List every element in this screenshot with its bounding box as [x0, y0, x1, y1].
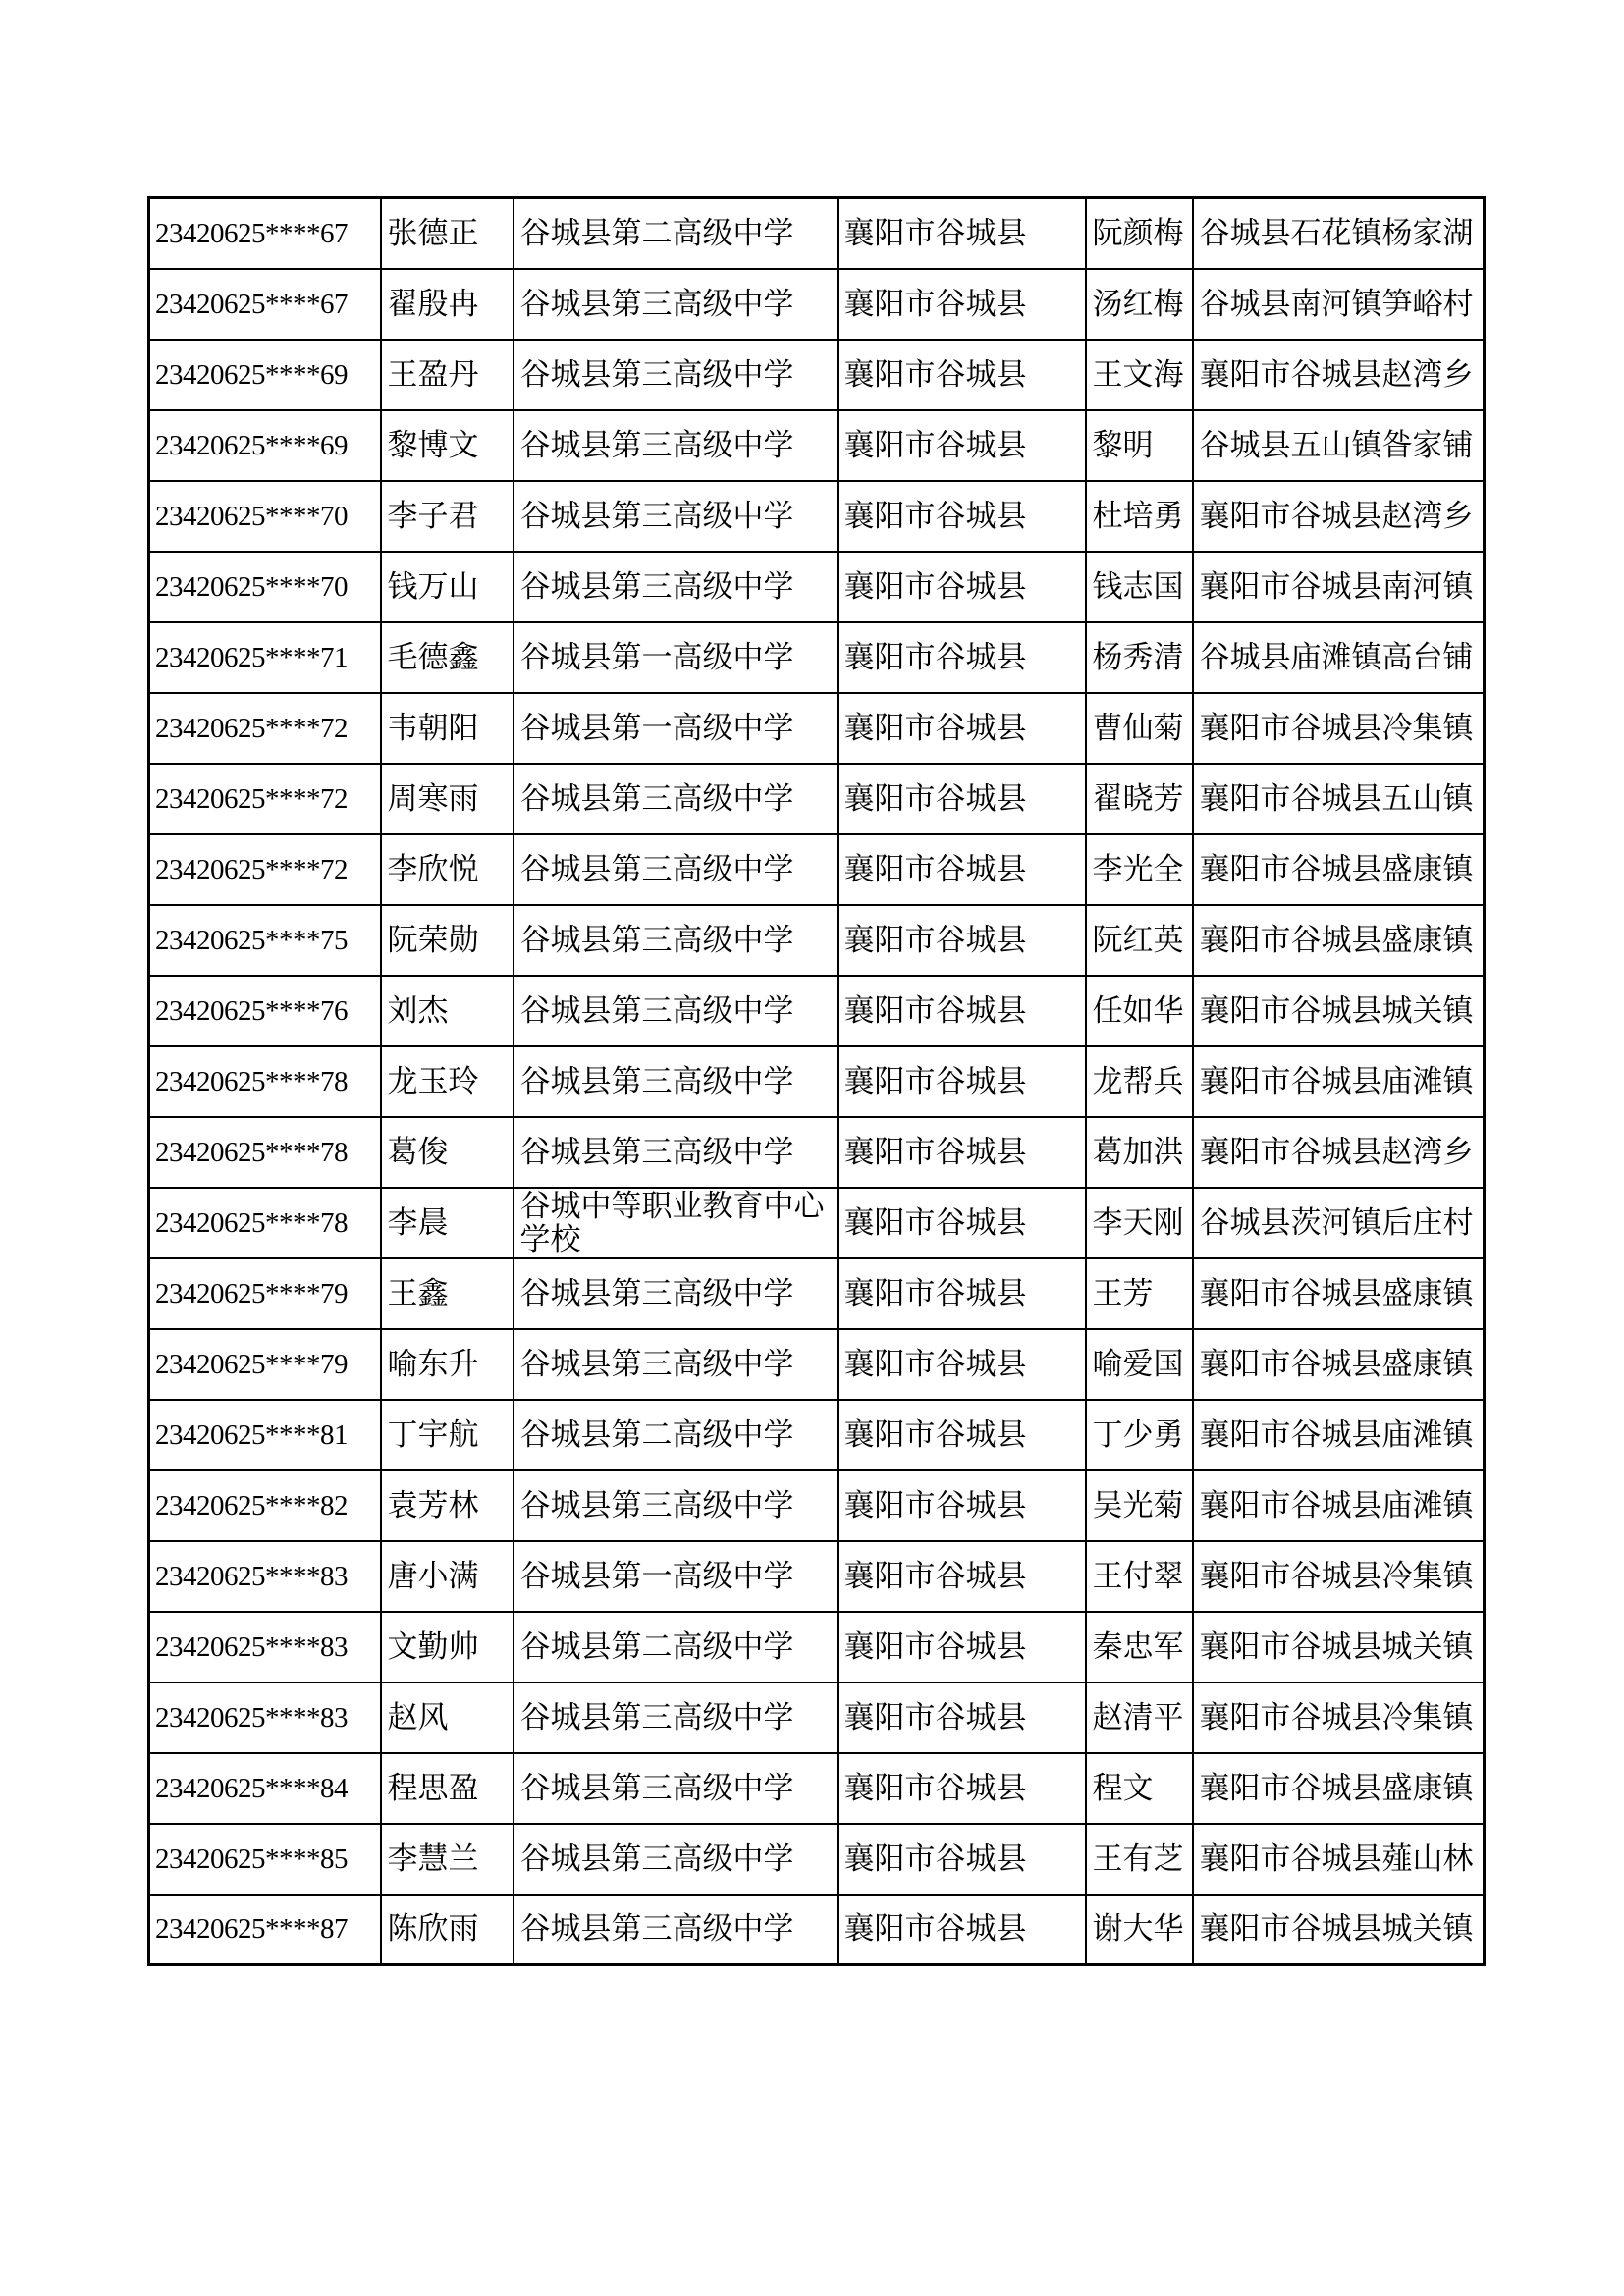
student-name-cell: 翟殷冉 [381, 269, 514, 340]
table-row [149, 764, 1485, 834]
guardian-name-cell: 赵清平 [1086, 1682, 1193, 1753]
table-row [149, 198, 1485, 269]
school-cell: 谷城县第三高级中学 [514, 1258, 838, 1329]
table-row [149, 1612, 1485, 1682]
school-cell: 谷城县第三高级中学 [514, 1470, 838, 1541]
city-cell: 襄阳市谷城县 [838, 1753, 1086, 1824]
student-name-cell: 张德正 [381, 198, 514, 269]
guardian-name-cell: 丁少勇 [1086, 1400, 1193, 1470]
address-cell: 谷城县五山镇昝家铺 [1193, 410, 1485, 481]
school-cell: 谷城县第三高级中学 [514, 905, 838, 976]
address-cell: 襄阳市谷城县盛康镇 [1193, 905, 1485, 976]
school-cell: 谷城县第三高级中学 [514, 1117, 838, 1188]
student-id-cell: 23420625****83 [149, 1541, 381, 1612]
student-name-cell: 袁芳林 [381, 1470, 514, 1541]
student-name-cell: 李欣悦 [381, 834, 514, 905]
guardian-name-cell: 阮红英 [1086, 905, 1193, 976]
city-cell: 襄阳市谷城县 [838, 410, 1086, 481]
school-cell: 谷城县第三高级中学 [514, 1753, 838, 1824]
table-row [149, 1258, 1485, 1329]
city-cell: 襄阳市谷城县 [838, 976, 1086, 1046]
student-id-cell: 23420625****72 [149, 764, 381, 834]
student-id-cell: 23420625****70 [149, 481, 381, 552]
address-cell: 襄阳市谷城县五山镇 [1193, 764, 1485, 834]
guardian-name-cell: 阮颜梅 [1086, 198, 1193, 269]
table-row [149, 1682, 1485, 1753]
table-row [149, 1541, 1485, 1612]
address-cell: 襄阳市谷城县冷集镇 [1193, 1682, 1485, 1753]
student-name-cell: 黎博文 [381, 410, 514, 481]
student-id-cell: 23420625****67 [149, 269, 381, 340]
student-id-cell: 23420625****81 [149, 1400, 381, 1470]
school-cell: 谷城县第一高级中学 [514, 693, 838, 764]
school-cell: 谷城县第三高级中学 [514, 1682, 838, 1753]
student-id-cell: 23420625****84 [149, 1753, 381, 1824]
school-cell: 谷城县第三高级中学 [514, 1046, 838, 1117]
student-name-cell: 钱万山 [381, 552, 514, 622]
guardian-name-cell: 任如华 [1086, 976, 1193, 1046]
address-cell: 襄阳市谷城县盛康镇 [1193, 1753, 1485, 1824]
guardian-name-cell: 杜培勇 [1086, 481, 1193, 552]
address-cell: 襄阳市谷城县城关镇 [1193, 976, 1485, 1046]
table-row [149, 905, 1485, 976]
address-cell: 襄阳市谷城县冷集镇 [1193, 1541, 1485, 1612]
student-id-cell: 23420625****78 [149, 1046, 381, 1117]
city-cell: 襄阳市谷城县 [838, 481, 1086, 552]
guardian-name-cell: 翟晓芳 [1086, 764, 1193, 834]
student-name-cell: 文勤帅 [381, 1612, 514, 1682]
city-cell: 襄阳市谷城县 [838, 834, 1086, 905]
guardian-name-cell: 钱志国 [1086, 552, 1193, 622]
school-cell: 谷城县第三高级中学 [514, 1895, 838, 1965]
table-row [149, 1117, 1485, 1188]
student-name-cell: 赵风 [381, 1682, 514, 1753]
city-cell: 襄阳市谷城县 [838, 693, 1086, 764]
address-cell: 襄阳市谷城县城关镇 [1193, 1612, 1485, 1682]
city-cell: 襄阳市谷城县 [838, 1682, 1086, 1753]
guardian-name-cell: 秦忠军 [1086, 1612, 1193, 1682]
city-cell: 襄阳市谷城县 [838, 1612, 1086, 1682]
student-id-cell: 23420625****85 [149, 1824, 381, 1895]
school-cell: 谷城中等职业教育中心学校 [514, 1188, 838, 1258]
student-id-cell: 23420625****75 [149, 905, 381, 976]
school-cell: 谷城县第三高级中学 [514, 410, 838, 481]
city-cell: 襄阳市谷城县 [838, 1046, 1086, 1117]
student-name-cell: 程思盈 [381, 1753, 514, 1824]
guardian-name-cell: 程文 [1086, 1753, 1193, 1824]
city-cell: 襄阳市谷城县 [838, 269, 1086, 340]
address-cell: 谷城县茨河镇后庄村 [1193, 1188, 1485, 1258]
student-id-cell: 23420625****87 [149, 1895, 381, 1965]
address-cell: 谷城县南河镇笋峪村 [1193, 269, 1485, 340]
student-id-cell: 23420625****70 [149, 552, 381, 622]
student-id-cell: 23420625****67 [149, 198, 381, 269]
school-cell: 谷城县第三高级中学 [514, 764, 838, 834]
table-row [149, 1470, 1485, 1541]
address-cell: 襄阳市谷城县赵湾乡 [1193, 481, 1485, 552]
student-id-cell: 23420625****76 [149, 976, 381, 1046]
school-cell: 谷城县第三高级中学 [514, 976, 838, 1046]
table-row [149, 1400, 1485, 1470]
address-cell: 襄阳市谷城县南河镇 [1193, 552, 1485, 622]
student-name-cell: 丁宇航 [381, 1400, 514, 1470]
school-cell: 谷城县第三高级中学 [514, 552, 838, 622]
table-row [149, 622, 1485, 693]
student-id-cell: 23420625****78 [149, 1117, 381, 1188]
address-cell: 襄阳市谷城县庙滩镇 [1193, 1400, 1485, 1470]
student-id-cell: 23420625****72 [149, 834, 381, 905]
table-row [149, 1824, 1485, 1895]
guardian-name-cell: 喻爱国 [1086, 1329, 1193, 1400]
guardian-name-cell: 汤红梅 [1086, 269, 1193, 340]
table-row [149, 340, 1485, 410]
school-cell: 谷城县第二高级中学 [514, 1612, 838, 1682]
student-id-cell: 23420625****69 [149, 410, 381, 481]
guardian-name-cell: 王有芝 [1086, 1824, 1193, 1895]
student-name-cell: 王盈丹 [381, 340, 514, 410]
table-row [149, 552, 1485, 622]
student-name-cell: 阮荣勋 [381, 905, 514, 976]
address-cell: 襄阳市谷城县赵湾乡 [1193, 1117, 1485, 1188]
address-cell: 襄阳市谷城县赵湾乡 [1193, 340, 1485, 410]
guardian-name-cell: 谢大华 [1086, 1895, 1193, 1965]
table-row [149, 269, 1485, 340]
city-cell: 襄阳市谷城县 [838, 1470, 1086, 1541]
address-cell: 襄阳市谷城县盛康镇 [1193, 834, 1485, 905]
city-cell: 襄阳市谷城县 [838, 1541, 1086, 1612]
guardian-name-cell: 杨秀清 [1086, 622, 1193, 693]
student-name-cell: 葛俊 [381, 1117, 514, 1188]
table-row [149, 481, 1485, 552]
address-cell: 谷城县石花镇杨家湖 [1193, 198, 1485, 269]
address-cell: 襄阳市谷城县庙滩镇 [1193, 1046, 1485, 1117]
address-cell: 谷城县庙滩镇高台铺 [1193, 622, 1485, 693]
school-cell: 谷城县第三高级中学 [514, 1329, 838, 1400]
table-row [149, 410, 1485, 481]
city-cell: 襄阳市谷城县 [838, 1824, 1086, 1895]
guardian-name-cell: 吴光菊 [1086, 1470, 1193, 1541]
student-id-cell: 23420625****83 [149, 1612, 381, 1682]
table-row [149, 1046, 1485, 1117]
school-cell: 谷城县第二高级中学 [514, 1400, 838, 1470]
guardian-name-cell: 黎明 [1086, 410, 1193, 481]
student-name-cell: 陈欣雨 [381, 1895, 514, 1965]
student-roster-table [147, 196, 1486, 1966]
student-name-cell: 李子君 [381, 481, 514, 552]
school-cell: 谷城县第二高级中学 [514, 198, 838, 269]
address-cell: 襄阳市谷城县盛康镇 [1193, 1258, 1485, 1329]
student-id-cell: 23420625****79 [149, 1258, 381, 1329]
student-name-cell: 李慧兰 [381, 1824, 514, 1895]
city-cell: 襄阳市谷城县 [838, 340, 1086, 410]
roster-table-body [149, 198, 1485, 1965]
guardian-name-cell: 王文海 [1086, 340, 1193, 410]
school-cell: 谷城县第一高级中学 [514, 622, 838, 693]
student-name-cell: 龙玉玲 [381, 1046, 514, 1117]
student-name-cell: 喻东升 [381, 1329, 514, 1400]
city-cell: 襄阳市谷城县 [838, 1400, 1086, 1470]
city-cell: 襄阳市谷城县 [838, 1258, 1086, 1329]
school-cell: 谷城县第三高级中学 [514, 834, 838, 905]
guardian-name-cell: 王芳 [1086, 1258, 1193, 1329]
student-name-cell: 李晨 [381, 1188, 514, 1258]
student-name-cell: 韦朝阳 [381, 693, 514, 764]
student-id-cell: 23420625****78 [149, 1188, 381, 1258]
student-id-cell: 23420625****82 [149, 1470, 381, 1541]
school-cell: 谷城县第三高级中学 [514, 340, 838, 410]
student-id-cell: 23420625****71 [149, 622, 381, 693]
student-name-cell: 毛德鑫 [381, 622, 514, 693]
student-name-cell: 周寒雨 [381, 764, 514, 834]
city-cell: 襄阳市谷城县 [838, 1188, 1086, 1258]
table-row [149, 1329, 1485, 1400]
city-cell: 襄阳市谷城县 [838, 552, 1086, 622]
table-row [149, 1895, 1485, 1965]
city-cell: 襄阳市谷城县 [838, 198, 1086, 269]
student-name-cell: 唐小满 [381, 1541, 514, 1612]
city-cell: 襄阳市谷城县 [838, 1329, 1086, 1400]
student-name-cell: 王鑫 [381, 1258, 514, 1329]
address-cell: 襄阳市谷城县盛康镇 [1193, 1329, 1485, 1400]
student-name-cell: 刘杰 [381, 976, 514, 1046]
guardian-name-cell: 李天刚 [1086, 1188, 1193, 1258]
address-cell: 襄阳市谷城县庙滩镇 [1193, 1470, 1485, 1541]
city-cell: 襄阳市谷城县 [838, 905, 1086, 976]
student-id-cell: 23420625****83 [149, 1682, 381, 1753]
table-row [149, 693, 1485, 764]
address-cell: 襄阳市谷城县城关镇 [1193, 1895, 1485, 1965]
address-cell: 襄阳市谷城县冷集镇 [1193, 693, 1485, 764]
address-cell: 襄阳市谷城县薤山林 [1193, 1824, 1485, 1895]
table-row [149, 834, 1485, 905]
student-id-cell: 23420625****69 [149, 340, 381, 410]
guardian-name-cell: 葛加洪 [1086, 1117, 1193, 1188]
guardian-name-cell: 龙帮兵 [1086, 1046, 1193, 1117]
student-id-cell: 23420625****72 [149, 693, 381, 764]
table-row [149, 1753, 1485, 1824]
city-cell: 襄阳市谷城县 [838, 622, 1086, 693]
guardian-name-cell: 曹仙菊 [1086, 693, 1193, 764]
school-cell: 谷城县第三高级中学 [514, 269, 838, 340]
school-cell: 谷城县第一高级中学 [514, 1541, 838, 1612]
city-cell: 襄阳市谷城县 [838, 1895, 1086, 1965]
guardian-name-cell: 王付翠 [1086, 1541, 1193, 1612]
table-row [149, 1188, 1485, 1258]
school-cell: 谷城县第三高级中学 [514, 1824, 838, 1895]
student-id-cell: 23420625****79 [149, 1329, 381, 1400]
city-cell: 襄阳市谷城县 [838, 1117, 1086, 1188]
guardian-name-cell: 李光全 [1086, 834, 1193, 905]
school-cell: 谷城县第三高级中学 [514, 481, 838, 552]
table-row [149, 976, 1485, 1046]
city-cell: 襄阳市谷城县 [838, 764, 1086, 834]
